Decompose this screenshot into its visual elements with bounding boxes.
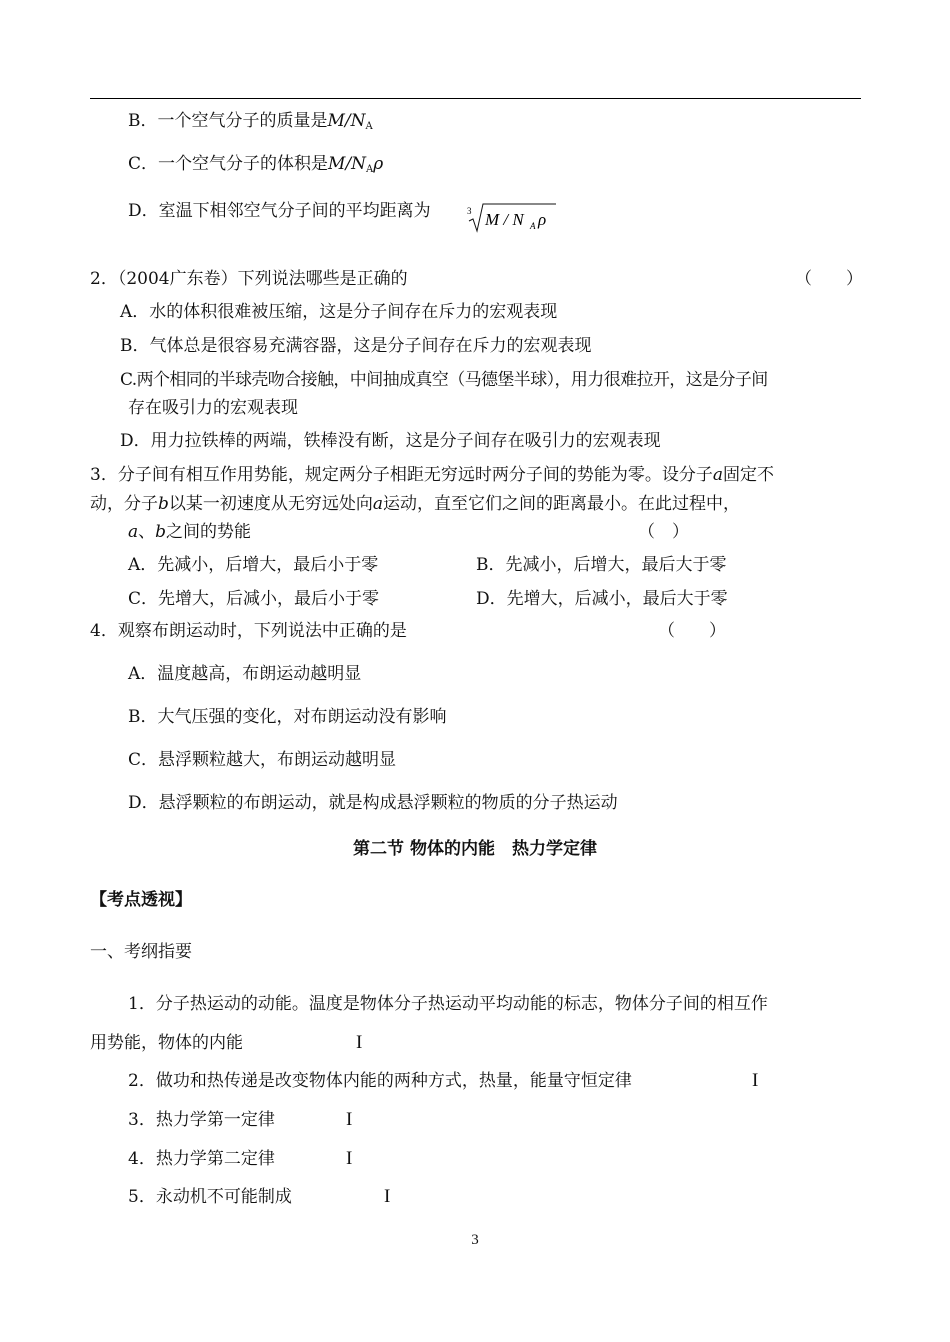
q3-option-c: C．先增大，后减小，最后小于零	[128, 589, 380, 609]
q3-option-d: D．先增大，后减小，最后大于零	[476, 589, 728, 609]
outline-item-3: 3．热力学第一定律	[128, 1110, 275, 1130]
root-body: M / N	[485, 210, 524, 229]
outline-item-2: 2．做功和热传递是改变物体内能的两种方式，热量，能量守恒定律	[128, 1071, 632, 1091]
q4-option-c: C．悬浮颗粒越大，布朗运动越明显	[128, 750, 397, 770]
q3-stem-line3: a、b之间的势能	[128, 522, 252, 542]
q4-answer-bracket: （ ）	[658, 621, 726, 641]
q2-option-b: B．气体总是很容易充满容器，这是分子间存在斥力的宏观表现	[120, 336, 592, 356]
outline-item-4: 4．热力学第二定律	[128, 1149, 275, 1169]
q1-option-c: C．一个空气分子的体积是$M/N_A\rho$	[128, 154, 384, 175]
kaodian-heading: 【考点透视】	[90, 890, 192, 910]
q3-option-b: B．先减小，后增大，最后大于零	[476, 555, 727, 575]
q1-option-d: D．室温下相邻空气分子间的平均距离为	[128, 201, 431, 221]
outline-item-1-line2: 用势能，物体的内能	[90, 1033, 243, 1053]
q2-option-d: D．用力拉铁棒的两端，铁棒没有断，这是分子间存在吸引力的宏观表现	[120, 431, 661, 451]
q2-option-c-line1: C.两个相同的半球壳吻合接触，中间抽成真空（马德堡半球），用力很难拉开，这是分子间	[120, 370, 768, 390]
q4-option-b: B．大气压强的变化，对布朗运动没有影响	[128, 707, 447, 727]
q4-option-a: A．温度越高，布朗运动越明显	[128, 664, 362, 684]
q3-answer-bracket: （ ）	[638, 522, 689, 542]
q3-stem-line2: 动，分子b以某一初速度从无穷远处向a运动，直至它们之间的距离最小。在此过程中，	[90, 494, 741, 514]
level-mark-3: I	[346, 1109, 353, 1130]
level-mark-5: I	[384, 1186, 391, 1207]
root-index: 3	[467, 206, 472, 216]
q2-option-c-line2: 存在吸引力的宏观表现	[128, 398, 298, 418]
q3-option-a: A．先减小，后增大，最后小于零	[128, 555, 379, 575]
page-number: 3	[471, 1232, 479, 1248]
outline-heading: 一、考纲指要	[90, 942, 192, 962]
q2-option-a: A．水的体积很难被压缩，这是分子间存在斥力的宏观表现	[120, 302, 558, 322]
header-rule	[90, 98, 861, 99]
root-rho: ρ	[538, 210, 547, 229]
level-mark-2: I	[752, 1070, 759, 1091]
root-subscript: A	[530, 221, 536, 231]
q2-answer-bracket: （ ）	[795, 269, 863, 289]
outline-item-1-line1: 1．分子热运动的动能。温度是物体分子热运动平均动能的标志，物体分子间的相互作	[128, 994, 768, 1014]
q1-option-b: B．一个空气分子的质量是$M/N_A$	[128, 111, 373, 132]
level-mark-1: I	[356, 1032, 363, 1053]
outline-item-5: 5．永动机不可能制成	[128, 1187, 292, 1207]
q4-stem: 4．观察布朗运动时，下列说法中正确的是	[90, 621, 407, 641]
section-title: 第二节 物体的内能 热力学定律	[353, 839, 597, 859]
q2-stem: 2．（2004广东卷）下列说法哪些是正确的	[90, 269, 408, 289]
level-mark-4: I	[346, 1148, 353, 1169]
q4-option-d: D．悬浮颗粒的布朗运动，就是构成悬浮颗粒的物质的分子热运动	[128, 793, 618, 813]
q3-stem-line1: 3．分子间有相互作用势能，规定两分子相距无穷远时两分子间的势能为零。设分子a固定不	[90, 465, 774, 485]
cube-root-expression	[466, 200, 558, 234]
